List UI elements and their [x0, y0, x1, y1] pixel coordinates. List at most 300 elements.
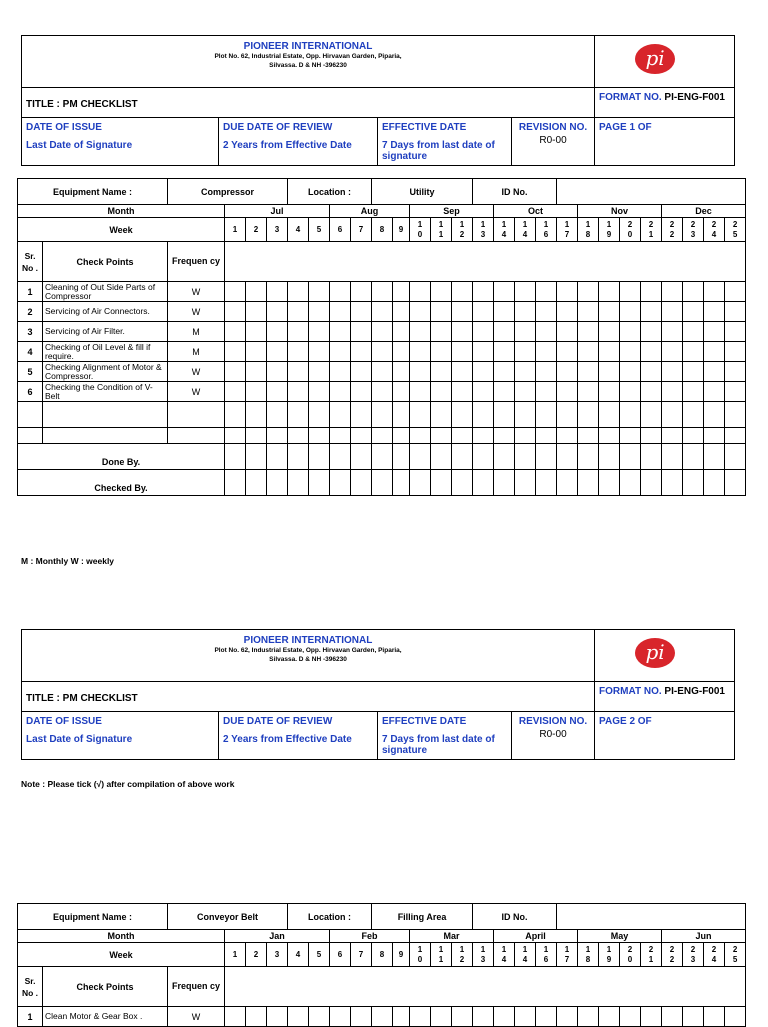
- tick-cell[interactable]: [246, 342, 267, 362]
- tick-cell[interactable]: [494, 342, 515, 362]
- tick-cell[interactable]: [704, 362, 725, 382]
- tick-cell[interactable]: [267, 428, 288, 444]
- tick-cell[interactable]: [393, 302, 410, 322]
- tick-cell[interactable]: [599, 402, 620, 428]
- tick-cell[interactable]: [494, 282, 515, 302]
- signature-cell[interactable]: [725, 444, 746, 470]
- signature-cell[interactable]: [641, 444, 662, 470]
- tick-cell[interactable]: [246, 428, 267, 444]
- signature-cell[interactable]: [662, 444, 683, 470]
- tick-cell[interactable]: [620, 428, 641, 444]
- month-sep: Sep: [410, 205, 494, 218]
- tick-cell[interactable]: [267, 382, 288, 402]
- tick-cell[interactable]: [267, 322, 288, 342]
- tick-cell[interactable]: [372, 402, 393, 428]
- signature-cell[interactable]: [662, 470, 683, 496]
- tick-cell[interactable]: [393, 402, 410, 428]
- tick-cell[interactable]: [372, 322, 393, 342]
- tick-cell[interactable]: [704, 402, 725, 428]
- signature-cell[interactable]: [225, 470, 246, 496]
- tick-cell[interactable]: [536, 302, 557, 322]
- tick-cell[interactable]: [473, 428, 494, 444]
- tick-cell[interactable]: [431, 362, 452, 382]
- date-of-issue-value: Last Date of Signature: [26, 734, 133, 745]
- tick-cell[interactable]: [662, 282, 683, 302]
- tick-cell[interactable]: [393, 382, 410, 402]
- tick-cell[interactable]: [620, 322, 641, 342]
- location-value: Filling Area: [372, 904, 473, 930]
- tick-cell[interactable]: [267, 282, 288, 302]
- tick-cell[interactable]: [662, 402, 683, 428]
- tick-cell[interactable]: [452, 322, 473, 342]
- tick-cell[interactable]: [452, 402, 473, 428]
- month-jul: Jul: [225, 205, 330, 218]
- tick-cell[interactable]: [620, 402, 641, 428]
- column-header-row: [18, 242, 746, 282]
- tick-cell[interactable]: [662, 322, 683, 342]
- tick-cell[interactable]: [288, 402, 309, 428]
- month-row: [18, 205, 746, 218]
- tick-cell[interactable]: [267, 302, 288, 322]
- tick-cell[interactable]: [704, 342, 725, 362]
- signature-cell[interactable]: [351, 444, 372, 470]
- tick-cell[interactable]: [309, 362, 330, 382]
- tick-cell[interactable]: [330, 322, 351, 342]
- tick-cell[interactable]: [473, 362, 494, 382]
- tick-cell[interactable]: [372, 302, 393, 322]
- signature-cell[interactable]: [473, 444, 494, 470]
- tick-cell[interactable]: [393, 362, 410, 382]
- tick-cell[interactable]: [452, 362, 473, 382]
- tick-cell[interactable]: [330, 428, 351, 444]
- tick-cell[interactable]: [309, 428, 330, 444]
- tick-cell[interactable]: [431, 322, 452, 342]
- signature-cell[interactable]: [683, 444, 704, 470]
- tick-cell[interactable]: [599, 362, 620, 382]
- week-number-23: 2 3: [683, 218, 704, 242]
- signature-cell[interactable]: [452, 470, 473, 496]
- blank-cell: [18, 402, 43, 428]
- week-number-14: 1 4: [494, 218, 515, 242]
- signature-cell[interactable]: [309, 470, 330, 496]
- tick-cell[interactable]: [599, 382, 620, 402]
- tick-cell[interactable]: [641, 342, 662, 362]
- tick-cell[interactable]: [473, 282, 494, 302]
- tick-cell[interactable]: [620, 302, 641, 322]
- tick-cell[interactable]: [225, 342, 246, 362]
- tick-cell[interactable]: [473, 302, 494, 322]
- tick-cell[interactable]: [494, 382, 515, 402]
- tick-cell[interactable]: [515, 382, 536, 402]
- tick-cell[interactable]: [620, 342, 641, 362]
- tick-cell[interactable]: [704, 382, 725, 402]
- tick-cell[interactable]: [683, 282, 704, 302]
- tick-cell[interactable]: [351, 282, 372, 302]
- signature-cell[interactable]: [704, 470, 725, 496]
- tick-cell[interactable]: [683, 302, 704, 322]
- tick-cell[interactable]: [725, 322, 746, 342]
- signature-cell[interactable]: [473, 470, 494, 496]
- tick-cell[interactable]: [246, 302, 267, 322]
- effective-date-label: EFFECTIVE DATE: [382, 716, 467, 727]
- tick-cell[interactable]: [557, 322, 578, 342]
- logo-cell: [595, 36, 735, 88]
- tick-cell[interactable]: [557, 282, 578, 302]
- tick-cell[interactable]: [641, 362, 662, 382]
- tick-cell[interactable]: [494, 302, 515, 322]
- tick-cell[interactable]: [536, 282, 557, 302]
- week-number-22: 2 2: [662, 218, 683, 242]
- month-jun: Jun: [662, 930, 746, 943]
- signature-cell[interactable]: [431, 444, 452, 470]
- check-points-header: Check Points: [43, 967, 168, 1007]
- tick-cell[interactable]: [599, 322, 620, 342]
- tick-cell[interactable]: [330, 382, 351, 402]
- tick-cell[interactable]: [494, 322, 515, 342]
- signature-cell[interactable]: [599, 470, 620, 496]
- tick-cell[interactable]: [725, 302, 746, 322]
- tick-cell[interactable]: [372, 428, 393, 444]
- tick-cell[interactable]: [288, 382, 309, 402]
- tick-cell[interactable]: [536, 402, 557, 428]
- tick-cell[interactable]: [410, 342, 431, 362]
- signature-cell[interactable]: [309, 444, 330, 470]
- tick-cell[interactable]: [431, 282, 452, 302]
- week-number-7: 7: [351, 943, 372, 967]
- tick-cell[interactable]: [246, 282, 267, 302]
- checked-by-label: Checked By.: [18, 470, 225, 496]
- week-number-4: 4: [288, 218, 309, 242]
- tick-cell[interactable]: [225, 362, 246, 382]
- tick-cell[interactable]: [557, 402, 578, 428]
- tick-cell[interactable]: [578, 382, 599, 402]
- signature-cell[interactable]: [494, 444, 515, 470]
- signature-cell[interactable]: [557, 444, 578, 470]
- signature-cell[interactable]: [578, 470, 599, 496]
- equipment-name-value: Conveyor Belt: [168, 904, 288, 930]
- tick-cell[interactable]: [410, 322, 431, 342]
- tick-cell[interactable]: [351, 322, 372, 342]
- item-frequency: W: [168, 282, 225, 302]
- signature-cell[interactable]: [372, 444, 393, 470]
- tick-cell[interactable]: [452, 428, 473, 444]
- tick-cell[interactable]: [410, 402, 431, 428]
- tick-cell[interactable]: [372, 382, 393, 402]
- tick-cell[interactable]: [578, 402, 599, 428]
- tick-cell[interactable]: [431, 428, 452, 444]
- tick-cell[interactable]: [431, 342, 452, 362]
- tick-cell[interactable]: [351, 302, 372, 322]
- tick-cell[interactable]: [557, 342, 578, 362]
- tick-cell[interactable]: [641, 322, 662, 342]
- tick-cell[interactable]: [452, 302, 473, 322]
- tick-cell[interactable]: [372, 362, 393, 382]
- tick-cell[interactable]: [351, 428, 372, 444]
- week-number-11: 1 1: [431, 218, 452, 242]
- tick-cell[interactable]: [288, 282, 309, 302]
- tick-cell[interactable]: [309, 282, 330, 302]
- tick-cell[interactable]: [351, 402, 372, 428]
- signature-cell[interactable]: [557, 470, 578, 496]
- item-check-point: Checking the Condition of V- Belt: [43, 382, 168, 402]
- tick-cell[interactable]: [725, 362, 746, 382]
- tick-cell[interactable]: [372, 282, 393, 302]
- checklist-item-row: [18, 302, 746, 322]
- sr-no-header: Sr. No .: [18, 242, 43, 282]
- signature-cell[interactable]: [704, 444, 725, 470]
- effective-date-cell: [378, 118, 512, 166]
- week-number-11: 1 1: [431, 943, 452, 967]
- tick-cell[interactable]: [536, 428, 557, 444]
- signature-cell[interactable]: [494, 470, 515, 496]
- format-label: FORMAT NO.: [599, 686, 662, 697]
- week-number-14: 1 4: [494, 943, 515, 967]
- tick-cell[interactable]: [431, 302, 452, 322]
- tick-cell[interactable]: [351, 382, 372, 402]
- tick-cell[interactable]: [557, 382, 578, 402]
- week-number-15: 1 4: [515, 943, 536, 967]
- format-value: PI-ENG-F001: [664, 686, 725, 697]
- id-no-value[interactable]: [557, 179, 746, 205]
- column-header-row: [18, 967, 746, 1007]
- tick-cell[interactable]: [704, 302, 725, 322]
- signature-cell[interactable]: [246, 470, 267, 496]
- tick-cell[interactable]: [225, 428, 246, 444]
- tick-cell[interactable]: [473, 402, 494, 428]
- signature-cell[interactable]: [452, 444, 473, 470]
- tick-cell[interactable]: [309, 302, 330, 322]
- week-number-17: 1 7: [557, 943, 578, 967]
- tick-cell[interactable]: [393, 428, 410, 444]
- tick-cell[interactable]: [515, 322, 536, 342]
- tick-cell[interactable]: [225, 322, 246, 342]
- tick-cell[interactable]: [267, 362, 288, 382]
- tick-cell[interactable]: [351, 362, 372, 382]
- tick-cell[interactable]: [536, 362, 557, 382]
- tick-cell[interactable]: [578, 302, 599, 322]
- item-frequency: W: [168, 362, 225, 382]
- tick-cell[interactable]: [641, 382, 662, 402]
- tick-cell[interactable]: [288, 428, 309, 444]
- tick-cell[interactable]: [330, 342, 351, 362]
- tick-cell[interactable]: [410, 382, 431, 402]
- tick-cell[interactable]: [557, 362, 578, 382]
- tick-cell[interactable]: [578, 342, 599, 362]
- tick-cell[interactable]: [246, 402, 267, 428]
- tick-cell[interactable]: [494, 428, 515, 444]
- tick-cell[interactable]: [452, 342, 473, 362]
- week-number-7: 7: [351, 218, 372, 242]
- tick-cell[interactable]: [683, 362, 704, 382]
- tick-cell[interactable]: [330, 402, 351, 428]
- signature-cell[interactable]: [620, 444, 641, 470]
- signature-cell[interactable]: [267, 470, 288, 496]
- tick-cell[interactable]: [662, 428, 683, 444]
- checked-by-row: [18, 470, 746, 496]
- signature-cell[interactable]: [246, 444, 267, 470]
- tick-cell[interactable]: [431, 402, 452, 428]
- tick-cell[interactable]: [641, 302, 662, 322]
- tick-cell[interactable]: [515, 282, 536, 302]
- page-label: PAGE: [599, 716, 627, 727]
- signature-cell[interactable]: [393, 470, 410, 496]
- signature-cell[interactable]: [288, 444, 309, 470]
- signature-cell[interactable]: [393, 444, 410, 470]
- week-label: Week: [18, 218, 225, 242]
- signature-cell[interactable]: [372, 470, 393, 496]
- tick-cell[interactable]: [620, 362, 641, 382]
- tick-cell[interactable]: [309, 402, 330, 428]
- tick-cell[interactable]: [473, 382, 494, 402]
- tick-cell[interactable]: [557, 428, 578, 444]
- tick-cell[interactable]: [515, 428, 536, 444]
- signature-cell[interactable]: [410, 470, 431, 496]
- tick-cell[interactable]: [267, 342, 288, 362]
- tick-cell[interactable]: [393, 342, 410, 362]
- due-date-label: DUE DATE OF REVIEW: [223, 716, 333, 727]
- tick-cell[interactable]: [641, 428, 662, 444]
- tick-cell[interactable]: [620, 382, 641, 402]
- company-address-line1: Plot No. 62, Industrial Estate, Opp. Hirvavan Garden, Piparia,: [214, 647, 402, 654]
- tick-cell[interactable]: [599, 428, 620, 444]
- tick-cell[interactable]: [246, 362, 267, 382]
- tick-cell[interactable]: [725, 342, 746, 362]
- signature-cell[interactable]: [620, 470, 641, 496]
- tick-cell[interactable]: [515, 302, 536, 322]
- week-number-16: 1 6: [536, 218, 557, 242]
- signature-cell[interactable]: [599, 444, 620, 470]
- tick-cell[interactable]: [725, 382, 746, 402]
- week-number-15: 1 4: [515, 218, 536, 242]
- tick-cell[interactable]: [288, 362, 309, 382]
- tick-cell[interactable]: [246, 322, 267, 342]
- tick-cell[interactable]: [410, 302, 431, 322]
- tick-cell[interactable]: [288, 322, 309, 342]
- tick-cell[interactable]: [393, 282, 410, 302]
- tick-cell[interactable]: [309, 322, 330, 342]
- tick-cell[interactable]: [536, 342, 557, 362]
- tick-cell[interactable]: [452, 282, 473, 302]
- tick-cell[interactable]: [704, 428, 725, 444]
- tick-cell[interactable]: [662, 362, 683, 382]
- signature-cell[interactable]: [683, 470, 704, 496]
- tick-cell[interactable]: [410, 428, 431, 444]
- tick-cell[interactable]: [225, 382, 246, 402]
- week-number-3: 3: [267, 218, 288, 242]
- signature-cell[interactable]: [725, 470, 746, 496]
- tick-cell[interactable]: [288, 342, 309, 362]
- signature-cell[interactable]: [536, 444, 557, 470]
- tick-cell[interactable]: [578, 362, 599, 382]
- signature-cell[interactable]: [515, 470, 536, 496]
- tick-cell[interactable]: [725, 402, 746, 428]
- equipment-name-label: Equipment Name :: [18, 904, 168, 930]
- tick-cell[interactable]: [494, 362, 515, 382]
- tick-cell[interactable]: [515, 342, 536, 362]
- tick-cell[interactable]: [330, 282, 351, 302]
- tick-cell[interactable]: [662, 342, 683, 362]
- signature-cell[interactable]: [578, 444, 599, 470]
- tick-cell[interactable]: [515, 402, 536, 428]
- tick-cell[interactable]: [683, 382, 704, 402]
- tick-cell[interactable]: [704, 322, 725, 342]
- tick-cell[interactable]: [267, 402, 288, 428]
- tick-cell[interactable]: [410, 362, 431, 382]
- tick-cell[interactable]: [225, 402, 246, 428]
- tick-cell[interactable]: [725, 428, 746, 444]
- tick-cell[interactable]: [536, 322, 557, 342]
- tick-cell[interactable]: [372, 342, 393, 362]
- tick-cell[interactable]: [351, 342, 372, 362]
- signature-cell[interactable]: [536, 470, 557, 496]
- signature-cell[interactable]: [225, 444, 246, 470]
- tick-cell[interactable]: [330, 362, 351, 382]
- month-mar: Mar: [410, 930, 494, 943]
- signature-cell[interactable]: [330, 470, 351, 496]
- tick-cell[interactable]: [515, 362, 536, 382]
- tick-cell[interactable]: [683, 428, 704, 444]
- tick-cell[interactable]: [246, 382, 267, 402]
- signature-cell[interactable]: [515, 444, 536, 470]
- tick-cell[interactable]: [683, 402, 704, 428]
- signature-cell[interactable]: [641, 470, 662, 496]
- tick-cell[interactable]: [662, 302, 683, 322]
- tick-cell[interactable]: [641, 402, 662, 428]
- signature-cell[interactable]: [267, 444, 288, 470]
- tick-cell[interactable]: [662, 382, 683, 402]
- format-cell: [595, 682, 735, 712]
- tick-cell[interactable]: [557, 302, 578, 322]
- tick-cell[interactable]: [410, 282, 431, 302]
- tick-cell[interactable]: [578, 322, 599, 342]
- signature-cell[interactable]: [288, 470, 309, 496]
- signature-cell[interactable]: [330, 444, 351, 470]
- tick-cell[interactable]: [578, 282, 599, 302]
- tick-cell[interactable]: [599, 302, 620, 322]
- tick-cell[interactable]: [288, 302, 309, 322]
- signature-cell[interactable]: [410, 444, 431, 470]
- tick-cell[interactable]: [599, 342, 620, 362]
- tick-cell[interactable]: [578, 428, 599, 444]
- tick-cell[interactable]: [393, 322, 410, 342]
- tick-cell[interactable]: [309, 382, 330, 402]
- tick-cell[interactable]: [683, 322, 704, 342]
- tick-cell[interactable]: [225, 302, 246, 322]
- signature-cell[interactable]: [351, 470, 372, 496]
- tick-cell[interactable]: [452, 382, 473, 402]
- month-aug: Aug: [330, 205, 410, 218]
- format-cell: [595, 88, 735, 118]
- tick-cell[interactable]: [473, 322, 494, 342]
- tick-cell[interactable]: [330, 302, 351, 322]
- week-number-5: 5: [309, 943, 330, 967]
- tick-cell[interactable]: [641, 282, 662, 302]
- tick-cell[interactable]: [704, 282, 725, 302]
- signature-cell[interactable]: [431, 470, 452, 496]
- tick-cell[interactable]: [683, 342, 704, 362]
- tick-cell[interactable]: [599, 282, 620, 302]
- tick-cell[interactable]: [725, 282, 746, 302]
- item-sr-no: 2: [18, 302, 43, 322]
- tick-cell[interactable]: [494, 402, 515, 428]
- tick-cell[interactable]: [620, 282, 641, 302]
- tick-cell[interactable]: [431, 382, 452, 402]
- tick-cell[interactable]: [473, 342, 494, 362]
- tick-cell[interactable]: [536, 382, 557, 402]
- tick-cell[interactable]: [225, 282, 246, 302]
- tick-cell[interactable]: [309, 342, 330, 362]
- id-no-value[interactable]: [557, 904, 746, 930]
